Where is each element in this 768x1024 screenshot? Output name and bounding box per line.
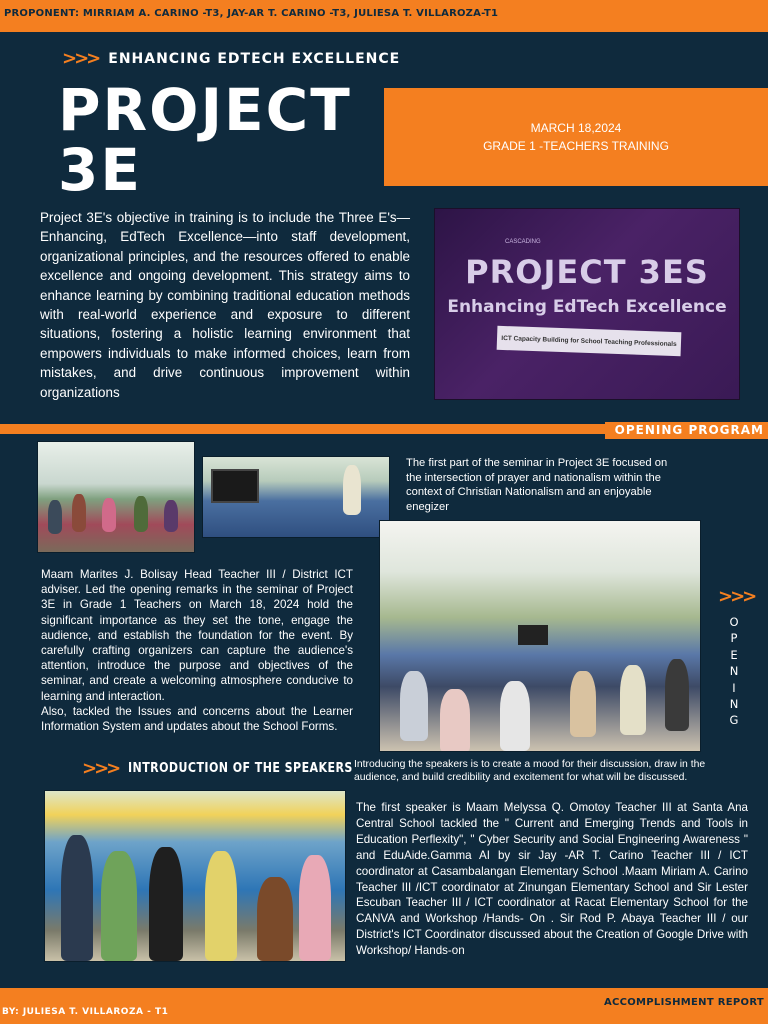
date-box <box>384 88 768 186</box>
vertical-letter: O <box>729 615 739 629</box>
banner-photo <box>434 208 740 400</box>
vertical-letter: I <box>732 680 736 695</box>
vertical-letter: N <box>729 697 739 712</box>
kicker <box>62 48 400 69</box>
speakers-title: INTRODUCTION OF THE SPEAKERS <box>128 761 354 776</box>
kicker-text: ENHANCING EDTECH EXCELLENCE <box>108 50 401 67</box>
triple-chevron-right-icon: >>> <box>62 48 99 69</box>
person-figure <box>570 671 596 737</box>
podium <box>257 877 293 961</box>
vertical-letter: N <box>729 664 739 679</box>
opening-remarks <box>41 567 353 734</box>
training-hall-photo <box>379 520 701 752</box>
page-title: PROJECT 3E <box>58 76 352 204</box>
person-figure <box>343 465 361 515</box>
banner-strip <box>497 326 682 356</box>
person-figure <box>440 689 470 752</box>
person-figure <box>665 659 689 731</box>
presentation-stage-photo <box>202 456 390 538</box>
person-figure <box>149 847 183 961</box>
banner-small-text: CASCADING <box>505 239 541 245</box>
person-figure <box>299 855 331 961</box>
speakers-intro: Introducing the speakers is to create a mood for their discussion, draw in the audience, and build credibility and excitement for what will be discussed. <box>354 759 706 784</box>
person-figure <box>205 851 237 961</box>
person-figure <box>164 500 178 532</box>
person-figure <box>400 671 428 741</box>
opening-remarks-paragraph: Maam Marites J. Bolisay Head Teacher III / District ICT adviser. Led the opening remarks in the seminar of Project 3E in Grade 1 Teachers on March 18, 2024 hold the significant importance as they set the tone, engage the audience, and establish the foundation for the event. By carefully crafting organizers can capture the audience's attention, introduce the purpose and objectives of the seminar, and create a welcoming atmosphere conducive to learning and interaction. <box>41 568 353 703</box>
projector-screen <box>518 625 548 645</box>
person-figure <box>620 665 646 735</box>
vertical-letter: P <box>730 631 738 646</box>
speakers-body: The first speaker is Maam Melyssa Q. Omotoy Teacher III at Santa Ana Central School tackled the " Current and Emerging Trends and Tools in Education Perflexity", " Cyber Security and Social Engineering Awareness " and EduAide.Gamma AI by sir Jay -AR T. Carino Teacher III / ICT coordinator at Casambalangan Elementary School .Maam Miriam A. Carino Teacher III /ICT coordinator at Zinungan Elementary School and Sir Lester Escuban Teacher III / ICT coordinator at Racat Elementary School for the CANVA and Workshop /Hands- On . Sir Rod P. Abaya Teacher III / our District's ICT Coordinator discussed about the Creation of Google Drive with Workshop/ Hands-on <box>356 801 748 958</box>
opening-remarks-extra: Also, tackled the Issues and concerns about the Learner Information System and updates about the School Forms. <box>41 704 353 734</box>
opening-paragraph: The first part of the seminar in Project 3E focused on the intersection of prayer and nationalism within the context of Christian Nationalism and an enjoyable enegizer <box>406 457 668 513</box>
author-line: BY: JULIESA T. VILLAROZA - T1 <box>2 1007 169 1017</box>
person-figure <box>102 498 116 532</box>
triple-chevron-right-icon: >>> <box>718 586 755 607</box>
vertical-letter: G <box>729 713 739 728</box>
person-figure <box>101 851 137 961</box>
speakers-group-photo <box>44 790 346 962</box>
person-figure <box>48 500 62 534</box>
speakers-heading <box>82 758 393 779</box>
banner-subtitle: Enhancing EdTech Excellence <box>447 297 727 317</box>
seminar-audience-photo <box>37 441 195 553</box>
event-date: MARCH 18,2024 <box>530 121 622 135</box>
event-name: GRADE 1 -TEACHERS TRAINING <box>483 139 669 153</box>
banner-strip-text: ICT Capacity Building for School Teaching Professionals <box>501 334 677 348</box>
person-figure <box>61 835 93 961</box>
person-figure <box>134 496 148 532</box>
opening-program-label: OPENING PROGRAM <box>605 422 768 439</box>
projector-screen <box>211 469 259 503</box>
triple-chevron-right-icon: >>> <box>82 758 119 779</box>
person-figure <box>72 494 86 532</box>
vertical-letter: E <box>730 647 738 662</box>
person-figure <box>500 681 530 751</box>
proponent-line: PROPONENT: MIRRIAM A. CARINO -T3, JAY-AR T. CARINO -T3, JULIESA T. VILLAROZA-T1 <box>4 8 499 19</box>
banner-title: PROJECT 3ES <box>465 253 709 291</box>
intro-paragraph: Project 3E's objective in training is to include the Three E's—Enhancing, EdTech Excellence—into staff development, organizational principles, and the resources offered to enable excellence and ongoing development. This strategy aims to enhance learning by combining traditional education methods with real-world experience and exposure to different situations, fostering a holistic learning environment that empowers individuals to make informed choices, learn from mistakes, and drive continuous improvement within organizations <box>40 210 410 400</box>
report-label: ACCOMPLISHMENT REPORT <box>603 997 764 1008</box>
vertical-opening-word <box>727 614 741 729</box>
